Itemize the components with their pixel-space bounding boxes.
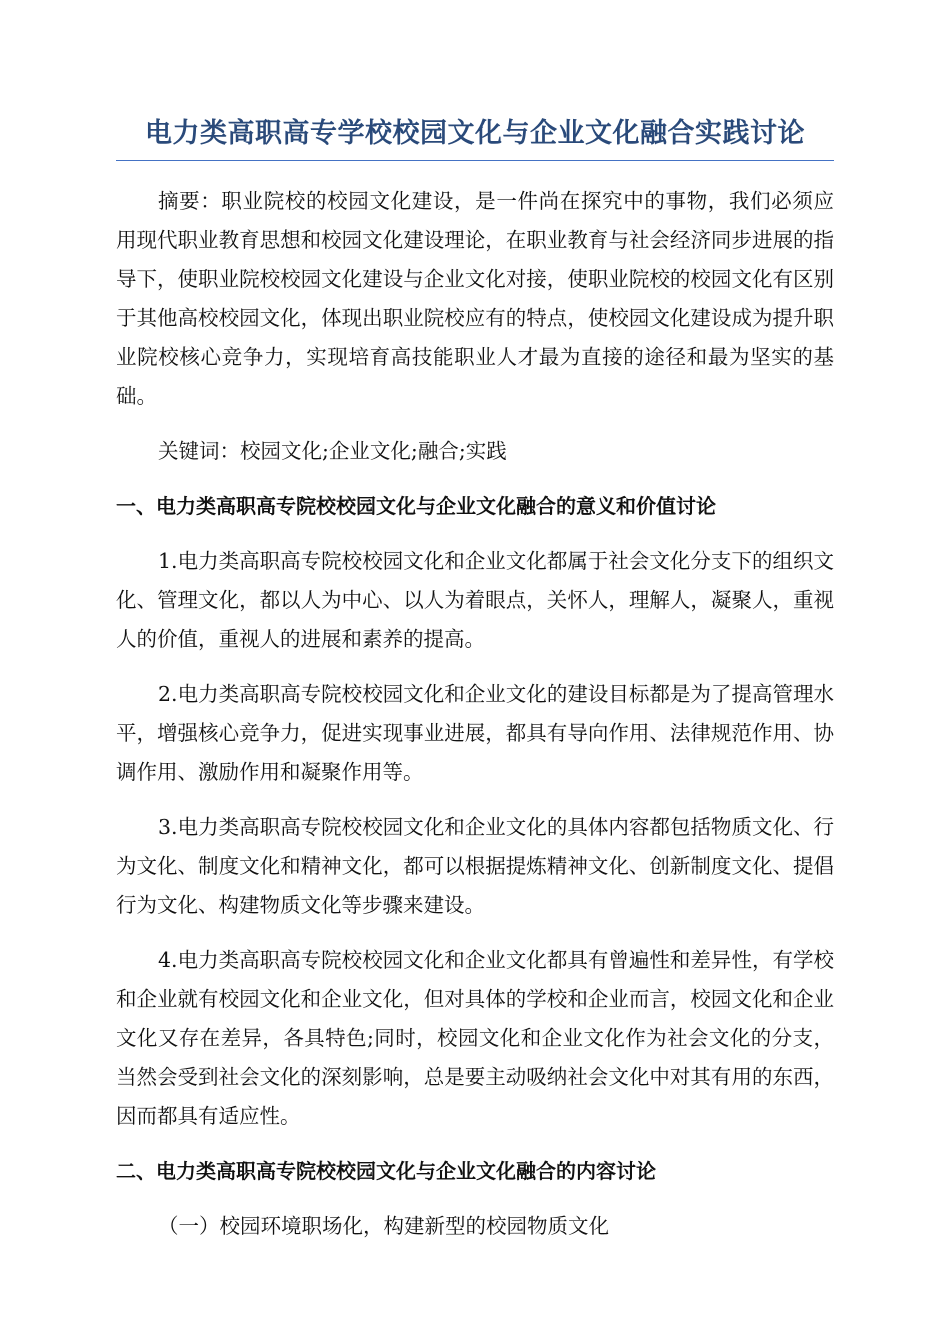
abstract-paragraph: 摘要：职业院校的校园文化建设，是一件尚在探究中的事物，我们必须应用现代职业教育思想和校园文化建设理论，在职业教育与社会经济同步进展的指导下，使职业院校校园文化建设与企业文化对接，使职业院校的校园文化有区别于其他高校校园文化，体现出职业院校应有的特点，使校园文化建设成为提升职业院校核心竞争力，实现培育高技能职业人才最为直接的途径和最为坚实的基础。 [116,189,834,408]
section-1-item-2: 2.电力类高职高专院校校园文化和企业文化的建设目标都是为了提高管理水平，增强核心竞争力，促进实现事业进展，都具有导向作用、法律规范作用、协调作用、激励作用和凝聚作用等。 [116,682,834,784]
section-1-item-4: 4.电力类高职高专院校校园文化和企业文化都具有曾遍性和差异性，有学校和企业就有校园文化和企业文化，但对具体的学校和企业而言，校园文化和企业文化又存在差异，各具特色;同时，校园文化和企业文化作为社会文化的分支，当然会受到社会文化的深刻影响，总是要主动吸纳社会文化中对其有用的东西，因而都具有适应性。 [116,948,834,1128]
section-2-heading: 二、电力类高职高专院校校园文化与企业文化融合的内容讨论 [116,1159,656,1183]
document-page [116,114,834,1246]
section-1-heading: 一、电力类高职高专院校校园文化与企业文化融合的意义和价值讨论 [116,494,716,518]
document-title: 电力类高职高专学校校园文化与企业文化融合实践讨论 [116,114,834,161]
section-1-item-3: 3.电力类高职高专院校校园文化和企业文化的具体内容都包括物质文化、行为文化、制度文化和精神文化，都可以根据提炼精神文化、创新制度文化、提倡行为文化、构建物质文化等步骤来建设。 [116,815,834,917]
keywords-line: 关键词：校园文化;企业文化;融合;实践 [158,439,507,463]
section-2-subheading-1: （一）校园环境职场化，构建新型的校园物质文化 [158,1214,609,1238]
section-1-item-1: 1.电力类高职高专院校校园文化和企业文化都属于社会文化分支下的组织文化、管理文化，都以人为中心、以人为着眼点，关怀人，理解人，凝聚人，重视人的价值，重视人的进展和素养的提高。 [116,549,834,651]
